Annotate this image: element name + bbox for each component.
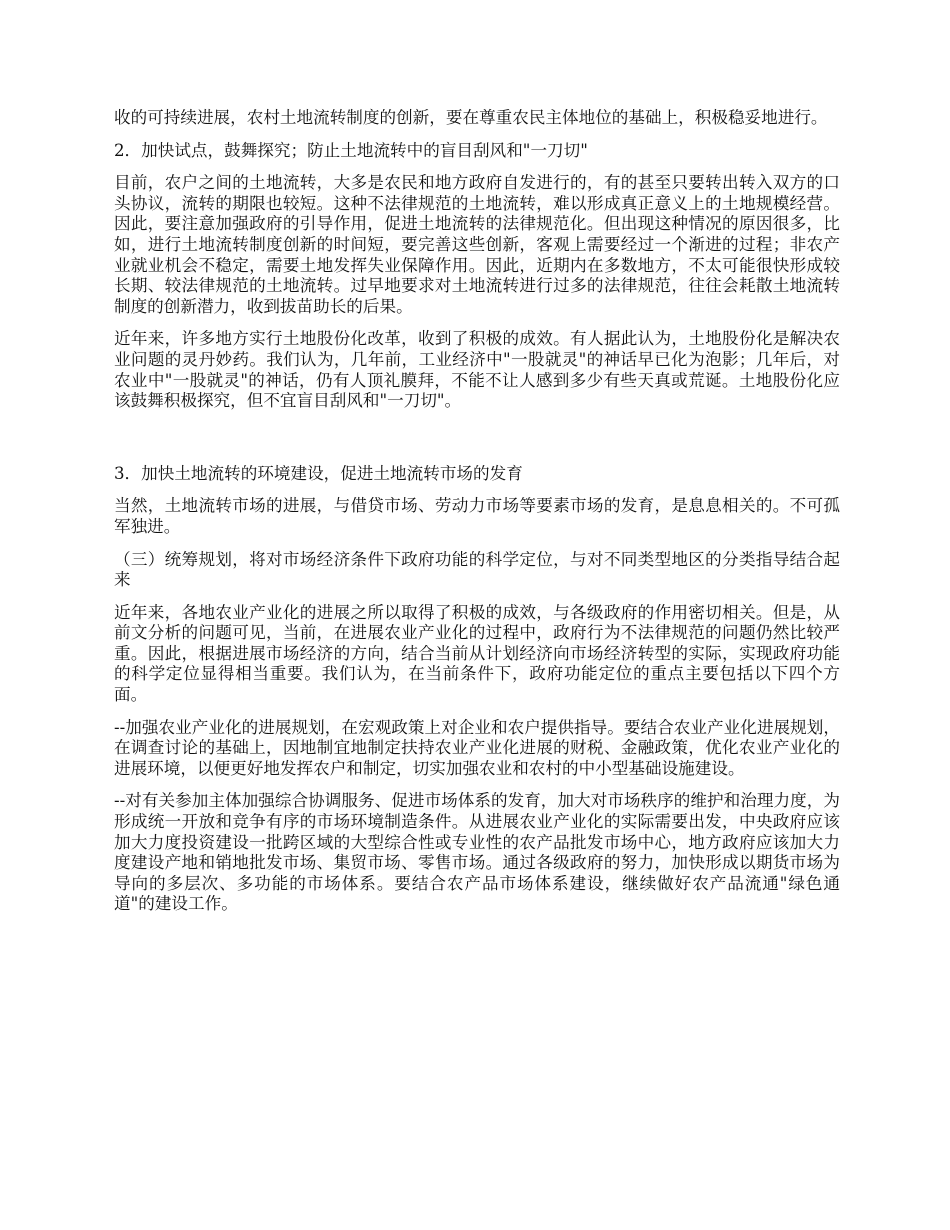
paragraph-land-transfer: 目前，农户之间的土地流转，大多是农民和地方政府自发进行的，有的甚至只要转出转入双方的口头协议，流转的期限也较短。这种不法律规范的土地流转，难以形成真正意义上的土地规模经营。因此，要注意加强政府的引导作用，促进土地流转的法律规范化。但出现这种情况的原因很多，比如，进行土地流转制度创新的时间短，要完善这些创新，客观上需要经过一个渐进的过程；非农产业就业机会不稳定，需要土地发挥失业保障作用。因此，近期内在多数地方，不太可能很快形成较长期、较法律规范的土地流转。过早地要求对土地流转进行过多的法律规范，往往会耗散土地流转制度的创新潜力，收到拔苗助长的后果。	[114, 173, 840, 316]
paragraph-market-development: 当然，土地流转市场的进展，与借贷市场、劳动力市场等要素市场的发育，是息息相关的。不可孤军独进。	[114, 496, 840, 536]
section-heading-2: 2．加快试点，鼓舞探究；防止土地流转中的盲目刮风和"一刀切"	[114, 140, 588, 160]
subsection-heading-3: （三）统筹规划，将对市场经济条件下政府功能的科学定位，与对不同类型地区的分类指导结合起来	[114, 549, 840, 590]
paragraph-intro: 收的可持续进展，农村土地流转制度的创新，要在尊重农民主体地位的基础上，积极稳妥地进行。	[114, 108, 828, 127]
section-heading-3: 3．加快土地流转的环境建设，促进土地流转市场的发育	[114, 463, 523, 483]
paragraph-government-role: 近年来，各地农业产业化的进展之所以取得了积极的成效，与各级政府的作用密切相关。但是，从前文分析的问题可见，当前，在进展农业产业化的过程中，政府行为不法律规范的问题仍然比较严重。因此，根据进展市场经济的方向，结合当前从计划经济向市场经济转型的实际，实现政府功能的科学定位显得相当重要。我们认为，在当前条件下，政府功能定位的重点主要包括以下四个方面。	[114, 602, 840, 705]
document-page	[114, 108, 840, 915]
paragraph-planning-guidance: --加强农业产业化的进展规划，在宏观政策上对企业和农户提供指导。要结合农业产业化进展规划，在调查讨论的基础上，因地制宜地制定扶持农业产业化进展的财税、金融政策，优化农业产业化的进展环境，以便更好地发挥农户和制定，切实加强农业和农村的中小型基础设施建设。	[114, 717, 840, 778]
paragraph-land-shareholding: 近年来，许多地方实行土地股份化改革，收到了积极的成效。有人据此认为，土地股份化是解决农业问题的灵丹妙药。我们认为，几年前，工业经济中"一股就灵"的神话早已化为泡影；几年后，对农业中"一股就灵"的神话，仍有人顶礼膜拜，不能不让人感到多少有些天真或荒诞。土地股份化应该鼓舞积极探究，但不宜盲目刮风和"一刀切"。	[114, 329, 840, 411]
paragraph-market-coordination: --对有关参加主体加强综合协调服务、促进市场体系的发育，加大对市场秩序的维护和治理力度，为形成统一开放和竞争有序的市场环境制造条件。从进展农业产业化的实际需要出发，中央政府应该加大力度投资建设一批跨区域的大型综合性或专业性的农产品批发市场中心，地方政府应该加大力度建设产地和销地批发市场、集贸市场、零售市场。通过各级政府的努力，加快形成以期货市场为导向的多层次、多功能的市场体系。要结合农产品市场体系建设，继续做好农产品流通"绿色通道"的建设工作。	[114, 791, 840, 914]
